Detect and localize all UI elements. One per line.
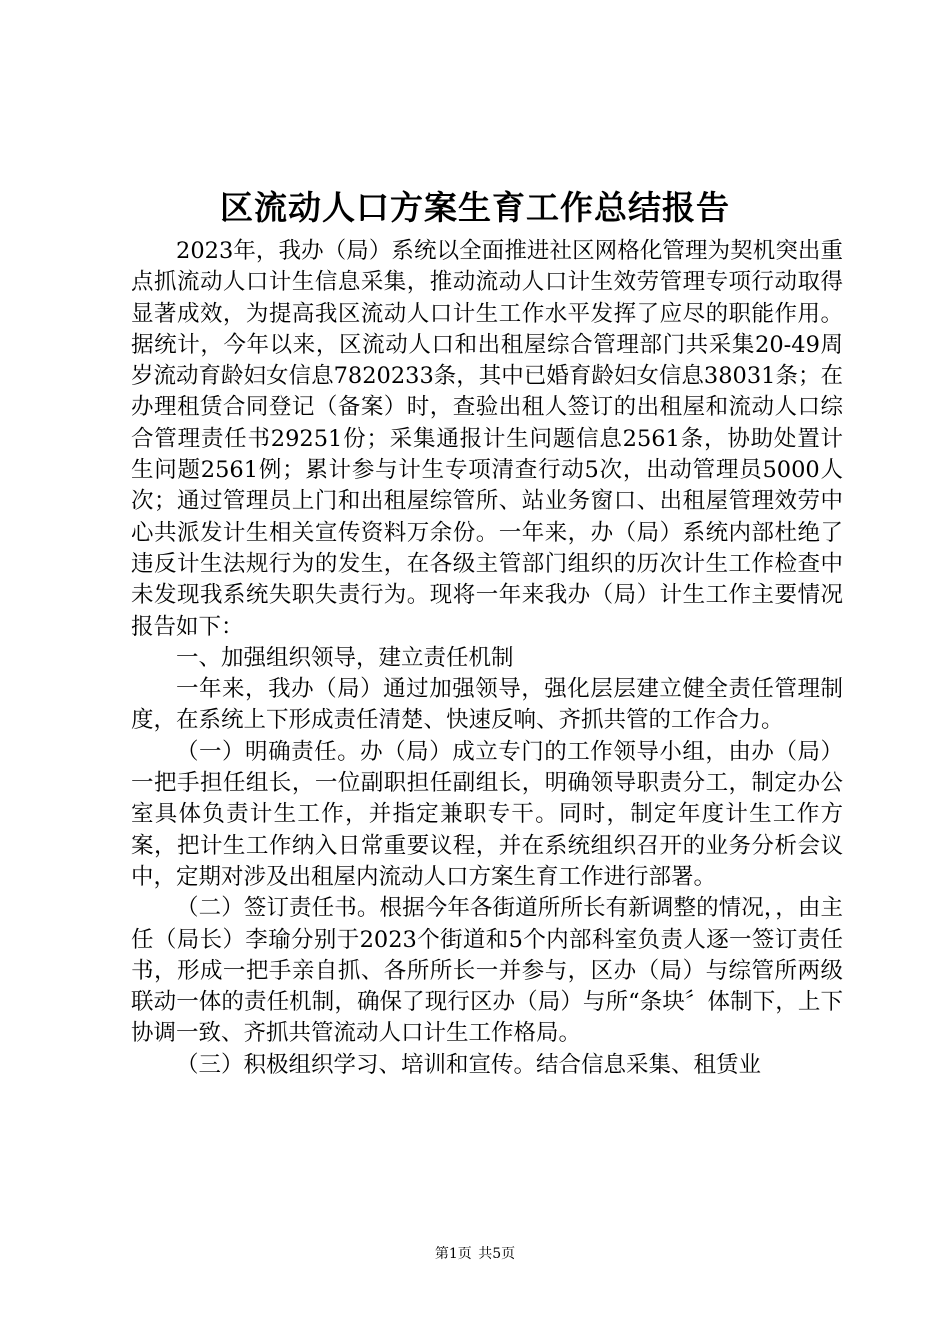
- paragraph-item-3: （三）积极组织学习、培训和宣传。结合信息采集、租赁业: [176, 1051, 762, 1078]
- page-footer: [0, 1244, 950, 1264]
- paragraph-intro: 2023年，我办（局）系统以全面推进社区网格化管理为契机突出重点抓流动人口计生信息采集，推动流动人口计生效劳管理专项行动取得显著成效，为提高我区流动人口计生工作水平发挥了应尽的职能作用。据统计，今年以来，区流动人口和出租屋综合管理部门共采集20-49周岁流动育龄妇女信息7820233条，其中已婚育龄妇女信息38031条；在办理租赁合同登记（备案）时，查验出租人签订的出租屋和流动人口综合管理责任书29251份；采集通报计生问题信息2561条，协助处置计生问题2561例；累计参与计生专项清查行动5次，出动管理员5000人次；通过管理员上门和出租屋综管所、站业务窗口、出租屋管理效劳中心共派发计生相关宣传资料万余份。一年来，办（局）系统内部杜绝了违反计生法规行为的发生，在各级主管部门组织的历次计生工作检查中未发现我系统失职失责行为。现将一年来我办（局）计生工作主要情况报告如下：: [131, 238, 843, 640]
- page-total: 共5页: [478, 1246, 516, 1262]
- paragraph-section-1: 一年来，我办（局）通过加强领导，强化层层建立健全责任管理制度，在系统上下形成责任清楚、快速反响、齐抓共管的工作合力。: [131, 676, 843, 734]
- document-title: 区流动人口方案生育工作总结报告: [220, 188, 730, 227]
- section-heading-1: 一、加强组织领导，建立责任机制: [176, 644, 514, 671]
- paragraph-item-1: （一）明确责任。办（局）成立专门的工作领导小组，由办（局）一把手担任组长，一位副职担任副组长，明确领导职责分工，制定办公室具体负责计生工作，并指定兼职专干。同时，制定年度计生工作方案，把计生工作纳入日常重要议程，并在系统组织召开的业务分析会议中，定期对涉及出租屋内流动人口方案生育工作进行部署。: [131, 738, 843, 890]
- page-number: 第1页: [434, 1246, 472, 1262]
- document-body: [131, 236, 843, 1081]
- paragraph-item-2: （二）签订责任书。根据今年各街道所所长有新调整的情况，，由主任（局长）李瑜分别于2023个街道和5个内部科室负责人逐一签订责任书，形成一把手亲自抓、各所所长一并参与，区办（局）与综管所两级联动一体的责任机制，确保了现行区办（局）与所“条块〞体制下，上下协调一致、齐抓共管流动人口计生工作格局。: [131, 895, 843, 1047]
